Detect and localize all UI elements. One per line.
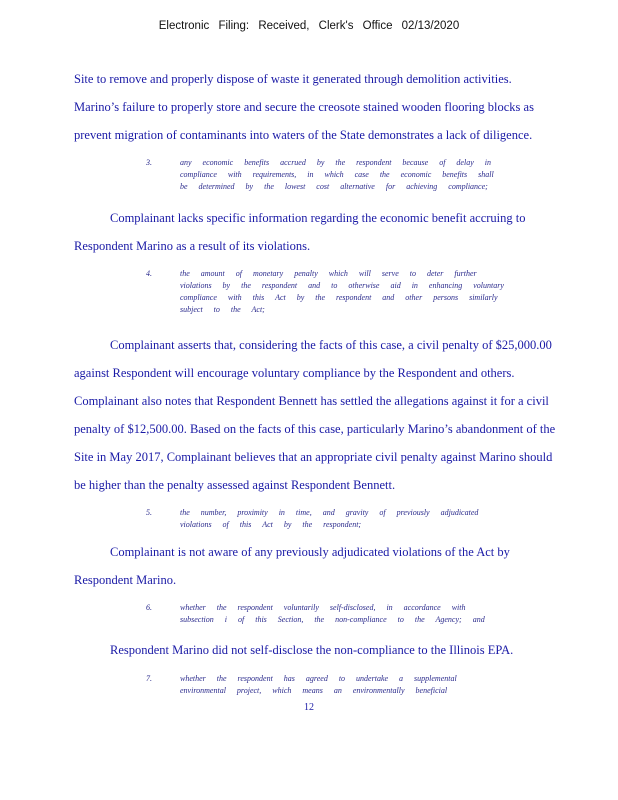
factor-number: 7. (146, 674, 152, 683)
text-line: penalty of $12,500.00. Based on the facts of this case, particularly Marino’s abandonment of the (74, 422, 556, 436)
text-line: Marino’s failure to properly store and secure the creosote stained wooden flooring blocks as (74, 100, 534, 114)
text-line: against Respondent will encourage voluntary compliance by the Respondent and others. (74, 366, 515, 380)
text-line: Complainant lacks specific information regarding the economic benefit accruing to (110, 211, 526, 225)
text-line: Site to remove and properly dispose of waste it generated through demolition activities. (74, 72, 512, 86)
text-line: Complainant asserts that, considering the facts of this case, a civil penalty of $25,000.00 (110, 338, 552, 352)
text-line: Complainant is not aware of any previously adjudicated violations of the Act by (110, 545, 510, 559)
quote-line: violations of this Act by the respondent; (180, 520, 362, 529)
text-line: be higher than the penalty assessed against Respondent Bennett. (74, 478, 396, 492)
quote-line: be determined by the lowest cost alternative for achieving compliance; (180, 182, 488, 191)
factor-number: 3. (146, 158, 152, 167)
filing-header: Electronic Filing: Received, Clerk's Office 02/13/2020 (158, 20, 460, 32)
factor-number: 4. (146, 269, 152, 278)
quote-line: the number, proximity in time, and gravity of previously adjudicated (180, 508, 479, 517)
quote-line: the amount of monetary penalty which will serve to deter further (180, 269, 477, 278)
quote-line: subsection i of this Section, the non-compliance to the Agency; and (180, 615, 485, 624)
factor-number: 5. (146, 508, 152, 517)
quote-line: environmental project, which means an environmentally beneficial (180, 686, 448, 695)
text-line: prevent migration of contaminants into waters of the State demonstrates a lack of diligence. (74, 128, 533, 142)
quote-line: subject to the Act; (180, 305, 265, 314)
quote-line: whether the respondent has agreed to undertake a supplemental (180, 674, 457, 683)
quote-line: compliance with requirements, in which case the economic benefits shall (180, 170, 494, 179)
factor-number: 6. (146, 603, 152, 612)
text-line: Respondent Marino. (74, 573, 177, 587)
page-number: 12 (304, 702, 314, 713)
text-line: Site in May 2017, Complainant believes that an appropriate civil penalty against Marino should (74, 450, 553, 464)
text-line: Respondent Marino as a result of its violations. (74, 239, 311, 253)
quote-line: any economic benefits accrued by the respondent because of delay in (180, 158, 491, 167)
text-line: Complainant also notes that Respondent Bennett has settled the allegations against it for a civil (74, 394, 549, 408)
quote-line: whether the respondent voluntarily self-disclosed, in accordance with (180, 603, 466, 612)
text-line: Respondent Marino did not self-disclose the non-compliance to the Illinois EPA. (110, 643, 514, 657)
quote-line: compliance with this Act by the respondent and other persons similarly (180, 293, 498, 302)
quote-line: violations by the respondent and to otherwise aid in enhancing voluntary (180, 281, 504, 290)
